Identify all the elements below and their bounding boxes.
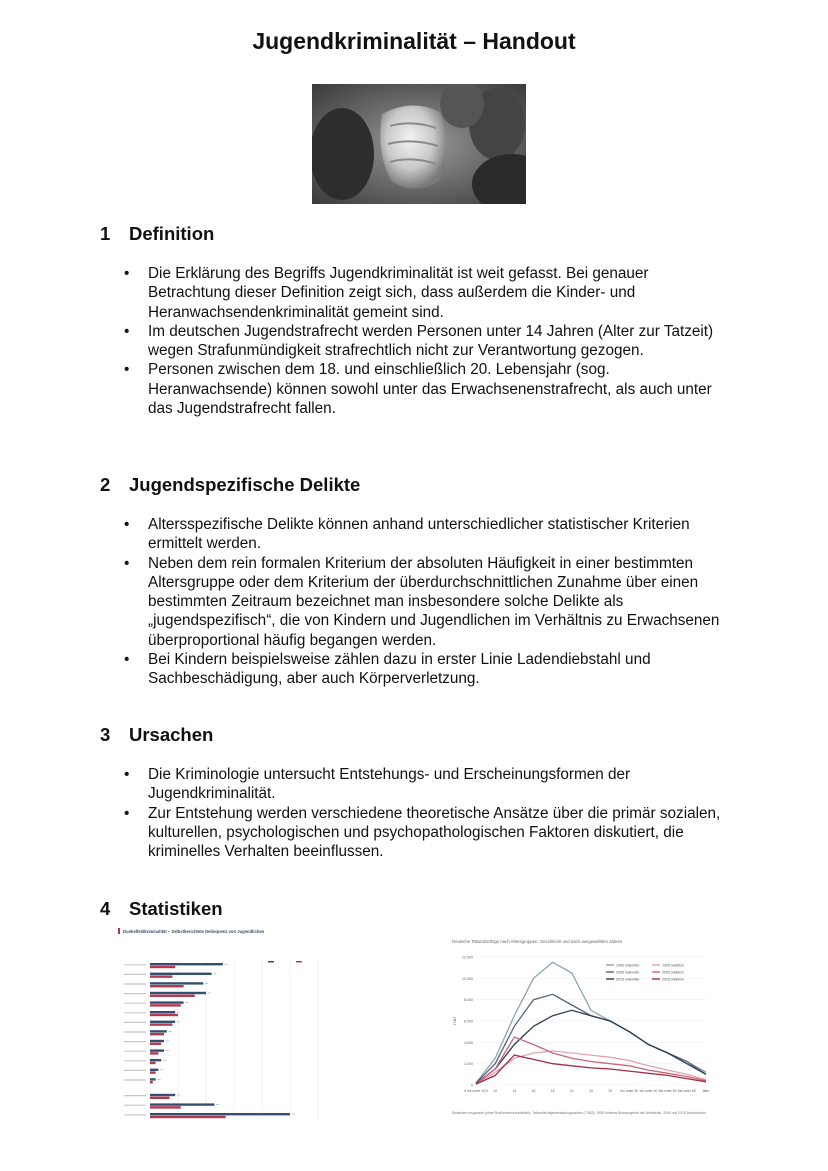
bar [150,1071,156,1073]
section-title: Statistiken [129,898,223,919]
bar [150,975,172,977]
bar-chart-title: Dunkelfeldkriminalität – Selbstberichtete Delinquenz von Jugendlichen [123,929,265,934]
section-1-heading [100,223,214,245]
bar [150,966,175,968]
x-tick-label: 8 bis unter 10,5 [464,1089,488,1093]
legend-label: 2015 männlich [616,977,640,982]
bar [150,973,212,975]
section-number: 3 [100,724,111,745]
bar [150,1043,161,1045]
bar [150,1062,156,1064]
bar [150,1023,172,1025]
header-photo [312,84,526,204]
x-tick-label: 23 [589,1089,593,1093]
series-line [476,1010,706,1083]
bar [150,1011,175,1013]
section-3-list [124,765,724,861]
line-chart [448,935,716,1127]
bar [150,1040,164,1042]
x-tick-label: 14 [512,1089,517,1093]
section-number: 1 [100,223,111,244]
list-item: • Altersspezifische Delikte können anhand unterschiedlicher statistischer Kriterien ermittelt werden. [124,515,724,554]
legend-label: 1995 männlich [616,963,640,968]
y-axis-label: TVBZ [453,1016,457,1026]
list-item: • Personen zwischen dem 18. und einschließlich 20. Lebensjahr (sog. Heranwachsende) können sowohl unter das Erwachsenenstrafrecht, als auch unter das Jugendstrafrecht fallen. [124,360,724,418]
list-item: • Zur Entstehung werden verschiedene theoretische Ansätze über die primär sozialen, kulturellen, psychologischen und psychopathologischen Faktoren diskutiert, die kriminelles Verhalten beeinflussen. [124,804,724,862]
section-number: 4 [100,898,111,919]
x-tick-label: 12 [493,1089,498,1093]
fist-photo-icon [312,84,526,204]
y-tick-label: 6.000 [464,1019,473,1024]
section-number: 2 [100,474,111,495]
bar [150,1049,164,1051]
bar [150,1030,167,1032]
bar [150,1097,170,1099]
bar [150,1116,226,1118]
list-item: • Die Kriminologie untersucht Entstehungs- und Erscheinungsformen der Jugendkriminalität. [124,765,724,804]
bar [150,963,223,965]
bar [150,1004,181,1006]
bar [150,1078,156,1080]
bar [150,1113,290,1115]
section-title: Ursachen [129,724,214,745]
legend-label: 1995 weiblich [662,963,684,968]
bar [150,992,206,994]
bar [150,985,184,987]
list-item: • Die Erklärung des Begriffs Jugendkriminalität ist weit gefasst. Bei genauer Betrachtung dieser Definition zeigt sich, dass außerdem die Kinder- und Heranwachsendenkriminalität gemeint sind. [124,264,724,322]
bar [150,1094,175,1096]
line-chart-svg [448,935,716,1127]
section-2-list [124,515,724,689]
bar [150,1021,175,1023]
bar [150,982,203,984]
line-chart-title: Deutsche Tatverdächtige nach Altersgruppen, Geschlecht und nach ausgewählten Jahren [452,939,623,944]
series-line [476,994,706,1083]
section-title: Definition [129,223,215,244]
bar [150,1081,153,1083]
series-line [476,1055,706,1084]
bar [150,1069,158,1071]
x-tick-label: bis unter 60 [677,1089,696,1093]
chart-marker-icon [118,928,120,934]
x-tick-label: 18 [550,1089,555,1093]
x-tick-label: bis unter 40 [639,1089,658,1093]
section-title: Jugendspezifische Delikte [129,474,361,495]
bar-chart-svg [118,927,328,1122]
bar [150,1014,178,1016]
x-tick-label: 25 [608,1089,613,1093]
y-tick-label: 2.000 [464,1062,473,1067]
y-tick-label: 10.000 [462,976,473,981]
bar [150,1103,214,1105]
legend-label: 2015 weiblich [662,977,684,982]
list-item: • Bei Kindern beispielsweise zählen dazu in erster Linie Ladendiebstahl und Sachbeschädigung, aber auch Körperverletzung. [124,650,724,689]
bar [150,1001,184,1003]
legend-label: 2005 weiblich [662,970,684,975]
x-tick-label: 21 [569,1089,574,1093]
bar [150,1106,181,1108]
bar [150,1052,158,1054]
bar-chart [118,927,328,1122]
section-1-list [124,264,724,418]
y-tick-label: 0 [471,1083,473,1088]
legend-swatch-a [268,961,274,963]
bar [150,1033,164,1035]
list-item: • Im deutschen Jugendstrafrecht werden Personen unter 14 Jahren (Alter zur Tatzeit) wegen Strafunmündigkeit strafrechtlich nicht zur Verantwortung gezogen. [124,322,724,361]
bar [150,1059,161,1061]
legend-swatch-b [296,961,302,963]
section-4-heading [100,898,223,920]
x-tick-label: 16 [531,1089,536,1093]
y-tick-label: 12.000 [462,955,473,960]
x-tick-label: bis unter 50 [658,1089,677,1093]
list-item: • Neben dem rein formalen Kriterium der absoluten Häufigkeit in einer bestimmten Altersgruppe oder dem Kriterium der überdurchschnittlichen Zunahme über einen bestimmten Zeitraum bezeichnet man insbesondere solche Delikte als „jugendspezifisch“, die von Kindern und Jugendlichen im Verhältnis zu Erwachsenen überproportional häufig begangen werden. [124,554,724,650]
section-2-heading [100,474,360,496]
y-tick-label: 4.000 [464,1040,473,1045]
x-tick-label: älter [702,1089,710,1093]
y-tick-label: 8.000 [464,998,473,1003]
section-3-heading [100,724,213,746]
line-chart-source: Strafsaten insgesamt (ohne Straßenverkehrsdelikte); Tatverdächtigenbelastungszahlen (TVBZ); 1995 früheres Bundesgebiet mit Westberlin, 2005 und 2015 Deutschland [452,1111,706,1115]
legend-label: 2005 männlich [616,970,640,975]
bar [150,995,195,997]
page-title: Jugendkriminalität – Handout [252,28,576,54]
x-tick-label: bis unter 30 [620,1089,639,1093]
